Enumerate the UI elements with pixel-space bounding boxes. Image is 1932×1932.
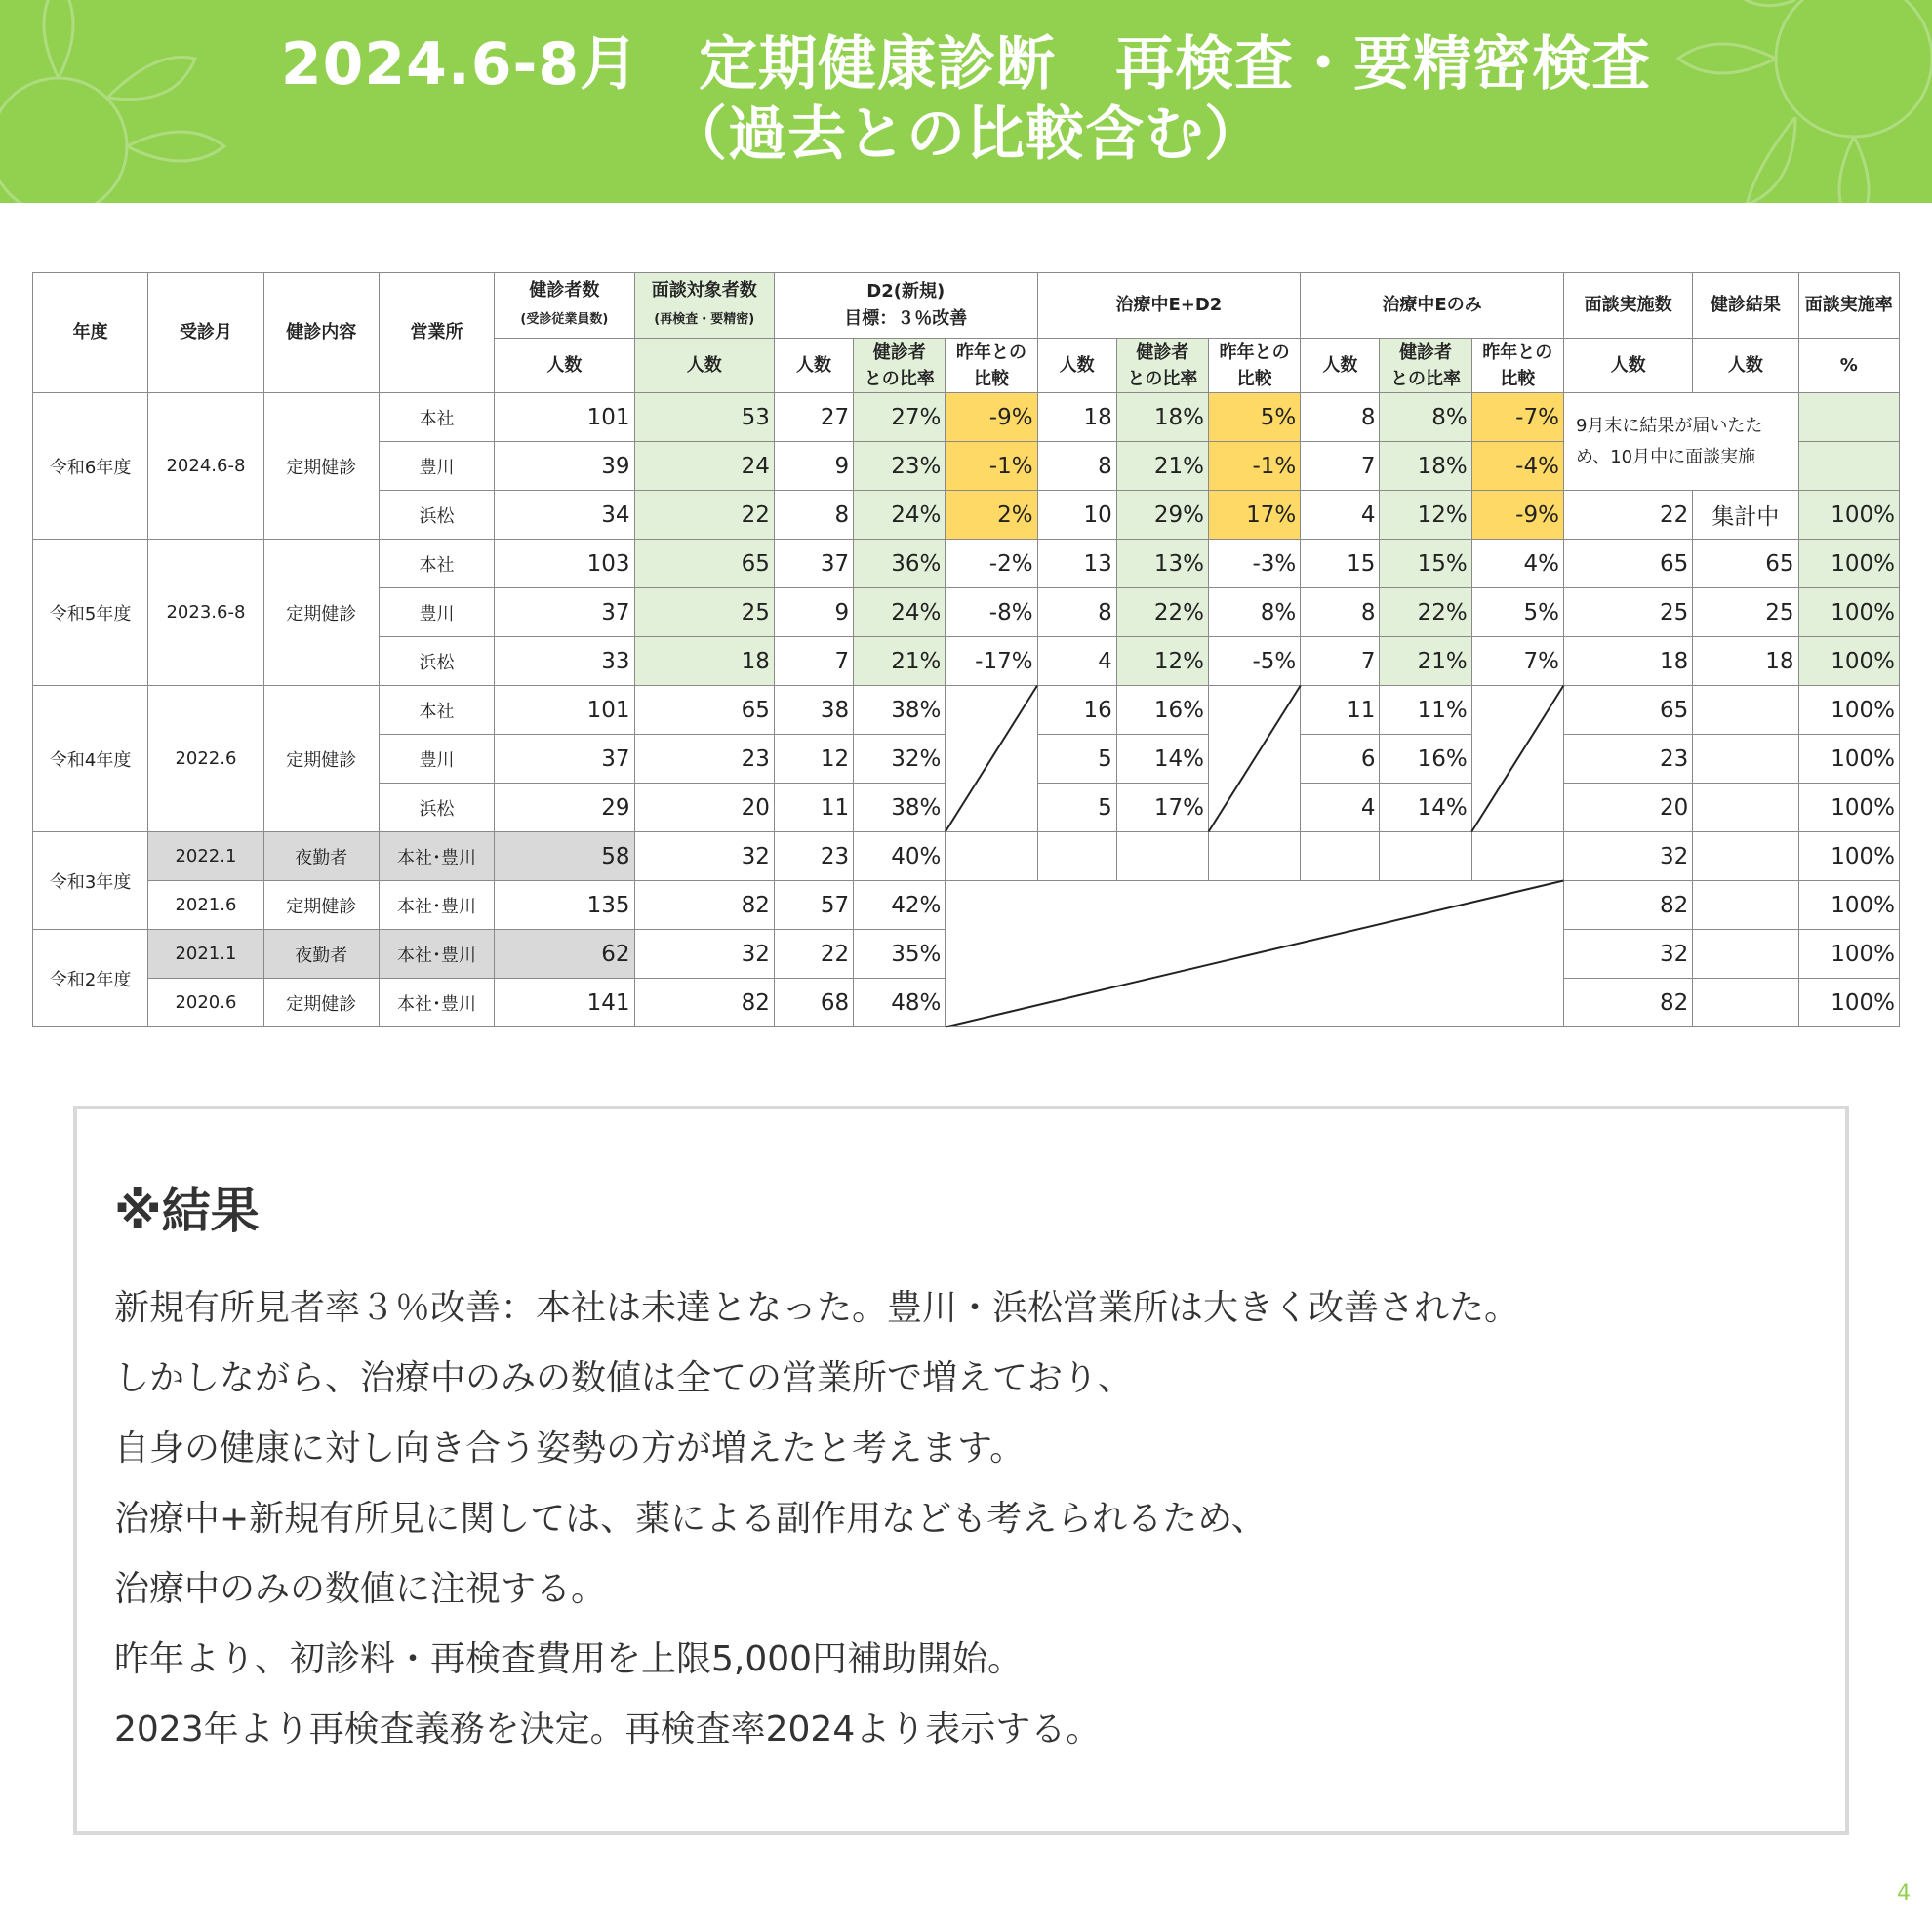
rate-cell: 100% [1798, 491, 1899, 540]
interview-count-cell: 82 [1563, 881, 1692, 930]
examinees-cell: 58 [495, 832, 634, 881]
ed2-ratio-cell: 17% [1116, 784, 1208, 832]
result-text [114, 1273, 1519, 1765]
office-cell: 浜松 [379, 784, 494, 832]
empty-cell [1209, 832, 1301, 881]
header-d2: D2(新規) 目標：３％改善 [774, 273, 1037, 339]
e-count-cell: 8 [1301, 393, 1380, 442]
e-ratio-cell: 11% [1380, 686, 1471, 735]
exam-result-cell [1693, 686, 1798, 735]
e-count-cell: 4 [1301, 491, 1380, 540]
ed2-yoy-cell: -3% [1209, 540, 1301, 588]
exam-result-cell [1693, 832, 1798, 881]
rate-cell: 100% [1798, 637, 1899, 686]
examinees-cell: 141 [495, 979, 634, 1027]
header-people: 人数 [1693, 339, 1798, 393]
rate-cell: 100% [1798, 979, 1899, 1027]
interview-count-cell: 20 [1563, 784, 1692, 832]
checkup-table [32, 272, 1900, 1027]
interview-count-cell: 25 [1563, 588, 1692, 637]
empty-cell [1116, 832, 1208, 881]
examinees-cell: 33 [495, 637, 634, 686]
targets-cell: 65 [634, 686, 774, 735]
table-row [33, 881, 1900, 930]
office-cell: 豊川 [379, 442, 494, 491]
d2-yoy-cell: -17% [946, 637, 1037, 686]
header-interview-targets: 面談対象者数 (再検査・要精密) [634, 273, 774, 339]
ed2-count-cell: 8 [1037, 588, 1116, 637]
rate-cell: 100% [1798, 784, 1899, 832]
d2-yoy-cell: -9% [946, 393, 1037, 442]
d2-ratio-cell: 32% [854, 735, 946, 784]
interview-count-cell: 18 [1563, 637, 1692, 686]
content-cell: 夜勤者 [263, 930, 379, 979]
rate-cell: 100% [1798, 930, 1899, 979]
result-heading: ※結果 [114, 1183, 260, 1239]
examinees-cell: 34 [495, 491, 634, 540]
targets-cell: 20 [634, 784, 774, 832]
header-exam-result: 健診結果 [1693, 273, 1798, 339]
d2-count-cell: 38 [774, 686, 853, 735]
rate-cell [1798, 393, 1899, 442]
targets-cell: 18 [634, 637, 774, 686]
d2-ratio-cell: 35% [854, 930, 946, 979]
header-people: 人数 [495, 339, 634, 393]
interview-note: 9月末に結果が届いたため、10月中に面談実施 [1563, 393, 1798, 491]
content-cell: 定期健診 [263, 540, 379, 686]
examinees-cell: 135 [495, 881, 634, 930]
exam-result-cell [1693, 784, 1798, 832]
exam-result-cell [1693, 735, 1798, 784]
year-cell: 令和2年度 [33, 930, 148, 1027]
checkup-table-wrap [32, 272, 1900, 1041]
header-year: 年度 [33, 273, 148, 393]
empty-cell [1380, 832, 1471, 881]
interview-count-cell: 65 [1563, 686, 1692, 735]
d2-count-cell: 11 [774, 784, 853, 832]
e-count-cell: 7 [1301, 442, 1380, 491]
ed2-ratio-cell: 29% [1116, 491, 1208, 540]
d2-ratio-cell: 48% [854, 979, 946, 1027]
d2-ratio-cell: 42% [854, 881, 946, 930]
examinees-cell: 39 [495, 442, 634, 491]
e-ratio-cell: 12% [1380, 491, 1471, 540]
d2-count-cell: 23 [774, 832, 853, 881]
d2-ratio-cell: 27% [854, 393, 946, 442]
office-cell: 浜松 [379, 491, 494, 540]
rate-cell: 100% [1798, 735, 1899, 784]
exam-result-cell [1693, 930, 1798, 979]
office-cell: 本社 [379, 393, 494, 442]
e-count-cell: 15 [1301, 540, 1380, 588]
e-yoy-cell: 7% [1471, 637, 1563, 686]
targets-cell: 24 [634, 442, 774, 491]
month-cell: 2020.6 [148, 979, 263, 1027]
header-interview-count: 面談実施数 [1563, 273, 1692, 339]
month-cell: 2023.6-8 [148, 540, 263, 686]
year-cell: 令和4年度 [33, 686, 148, 832]
d2-count-cell: 7 [774, 637, 853, 686]
exam-result-cell: 65 [1693, 540, 1798, 588]
office-cell: 本社･豊川 [379, 832, 494, 881]
interview-count-cell: 32 [1563, 930, 1692, 979]
result-line: 新規有所見者率３％改善：本社は未達となった。豊川・浜松営業所は大きく改善された。 [114, 1288, 1520, 1328]
ed2-ratio-cell: 18% [1116, 393, 1208, 442]
header-office: 営業所 [379, 273, 494, 393]
ed2-count-cell: 4 [1037, 637, 1116, 686]
header-treat-e-only: 治療中Eのみ [1301, 273, 1564, 339]
page-title: 2024.6-8月 定期健康診断 再検査・要精密検査 [280, 30, 1652, 99]
targets-cell: 65 [634, 540, 774, 588]
d2-count-cell: 12 [774, 735, 853, 784]
office-cell: 本社 [379, 540, 494, 588]
header-ratio: 健診者 との比率 [1380, 339, 1471, 393]
exam-result-cell: 25 [1693, 588, 1798, 637]
page-subtitle: （過去との比較含む） [668, 101, 1264, 169]
content-cell: 定期健診 [263, 881, 379, 930]
e-ratio-cell: 22% [1380, 588, 1471, 637]
header-people: 人数 [1037, 339, 1116, 393]
empty-cell [946, 832, 1037, 881]
e-count-cell: 6 [1301, 735, 1380, 784]
d2-ratio-cell: 21% [854, 637, 946, 686]
d2-yoy-cell: -8% [946, 588, 1037, 637]
empty-cell [1471, 832, 1563, 881]
month-cell: 2021.6 [148, 881, 263, 930]
e-ratio-cell: 16% [1380, 735, 1471, 784]
interview-count-cell: 65 [1563, 540, 1692, 588]
year-cell: 令和5年度 [33, 540, 148, 686]
office-cell: 本社･豊川 [379, 881, 494, 930]
d2-ratio-cell: 36% [854, 540, 946, 588]
header-examinees: 健診者数 (受診従業員数) [495, 273, 634, 339]
ed2-yoy-cell: 17% [1209, 491, 1301, 540]
ed2-ratio-cell: 13% [1116, 540, 1208, 588]
rate-cell: 100% [1798, 540, 1899, 588]
d2-count-cell: 8 [774, 491, 853, 540]
examinees-cell: 37 [495, 588, 634, 637]
result-line: 治療中のみの数値に注視する。 [114, 1569, 607, 1609]
examinees-cell: 37 [495, 735, 634, 784]
ed2-yoy-cell: -5% [1209, 637, 1301, 686]
d2-ratio-cell: 24% [854, 588, 946, 637]
office-cell: 浜松 [379, 637, 494, 686]
e-count-cell: 8 [1301, 588, 1380, 637]
header-yoy: 昨年との 比較 [1471, 339, 1563, 393]
d2-ratio-cell: 23% [854, 442, 946, 491]
table-row [33, 686, 1900, 735]
d2-count-cell: 37 [774, 540, 853, 588]
examinees-cell: 101 [495, 686, 634, 735]
exam-result-cell: 18 [1693, 637, 1798, 686]
targets-cell: 25 [634, 588, 774, 637]
ed2-count-cell: 8 [1037, 442, 1116, 491]
ed2-yoy-cell: 8% [1209, 588, 1301, 637]
header-people: 人数 [1301, 339, 1380, 393]
result-line: しかしながら、治療中のみの数値は全ての営業所で増えており、 [114, 1358, 1134, 1398]
ed2-ratio-cell: 16% [1116, 686, 1208, 735]
result-line: 2023年より再検査義務を決定。再検査率2024より表示する。 [114, 1710, 1102, 1750]
d2-ratio-cell: 38% [854, 784, 946, 832]
e-yoy-cell: -4% [1471, 442, 1563, 491]
header-content: 健診内容 [263, 273, 379, 393]
d2-yoy-cell: -1% [946, 442, 1037, 491]
ed2-count-cell: 16 [1037, 686, 1116, 735]
result-line: 自身の健康に対し向き合う姿勢の方が増えたと考えます。 [114, 1429, 1026, 1469]
e-ratio-cell: 21% [1380, 637, 1471, 686]
interview-count-cell: 22 [1563, 491, 1692, 540]
ed2-count-cell: 5 [1037, 784, 1116, 832]
exam-result-cell: 集計中 [1693, 491, 1798, 540]
year-cell: 令和3年度 [33, 832, 148, 930]
empty-merged-cell [946, 881, 1564, 1027]
d2-ratio-cell: 38% [854, 686, 946, 735]
d2-yoy-empty-cell [946, 686, 1037, 832]
e-ratio-cell: 18% [1380, 442, 1471, 491]
office-cell: 本社･豊川 [379, 979, 494, 1027]
ed2-ratio-cell: 12% [1116, 637, 1208, 686]
e-yoy-cell: 4% [1471, 540, 1563, 588]
e-yoy-empty-cell [1471, 686, 1563, 832]
rate-cell: 100% [1798, 881, 1899, 930]
ed2-yoy-cell: -1% [1209, 442, 1301, 491]
ed2-count-cell: 13 [1037, 540, 1116, 588]
e-ratio-cell: 14% [1380, 784, 1471, 832]
e-yoy-cell: 5% [1471, 588, 1563, 637]
exam-result-cell [1693, 881, 1798, 930]
ed2-ratio-cell: 14% [1116, 735, 1208, 784]
examinees-cell: 101 [495, 393, 634, 442]
interview-count-cell: 82 [1563, 979, 1692, 1027]
d2-count-cell: 27 [774, 393, 853, 442]
ed2-ratio-cell: 22% [1116, 588, 1208, 637]
ed2-ratio-cell: 21% [1116, 442, 1208, 491]
d2-ratio-cell: 24% [854, 491, 946, 540]
e-count-cell: 4 [1301, 784, 1380, 832]
e-ratio-cell: 15% [1380, 540, 1471, 588]
targets-cell: 82 [634, 979, 774, 1027]
month-cell: 2021.1 [148, 930, 263, 979]
header-month: 受診月 [148, 273, 263, 393]
targets-cell: 53 [634, 393, 774, 442]
result-box [73, 1106, 1849, 1835]
e-count-cell: 11 [1301, 686, 1380, 735]
content-cell: 定期健診 [263, 393, 379, 540]
header-yoy: 昨年との 比較 [946, 339, 1037, 393]
exam-result-cell [1693, 979, 1798, 1027]
table-row [33, 393, 1900, 442]
header-row-1 [33, 273, 1900, 339]
d2-yoy-cell: 2% [946, 491, 1037, 540]
d2-ratio-cell: 40% [854, 832, 946, 881]
examinees-cell: 103 [495, 540, 634, 588]
header-percent: % [1798, 339, 1899, 393]
header-ratio: 健診者 との比率 [854, 339, 946, 393]
office-cell: 豊川 [379, 735, 494, 784]
ed2-count-cell: 5 [1037, 735, 1116, 784]
d2-count-cell: 9 [774, 442, 853, 491]
d2-count-cell: 57 [774, 881, 853, 930]
d2-count-cell: 22 [774, 930, 853, 979]
targets-cell: 22 [634, 491, 774, 540]
header-people: 人数 [634, 339, 774, 393]
office-cell: 本社･豊川 [379, 930, 494, 979]
month-cell: 2024.6-8 [148, 393, 263, 540]
result-line: 昨年より、初診料・再検査費用を上限5,000円補助開始。 [114, 1639, 1024, 1679]
empty-cell [1301, 832, 1380, 881]
rate-cell: 100% [1798, 686, 1899, 735]
header-yoy: 昨年との 比較 [1209, 339, 1301, 393]
month-cell: 2022.6 [148, 686, 263, 832]
header-banner [0, 0, 1932, 203]
interview-count-cell: 32 [1563, 832, 1692, 881]
page-number: 4 [1897, 1881, 1911, 1906]
interview-count-cell: 23 [1563, 735, 1692, 784]
examinees-cell: 29 [495, 784, 634, 832]
result-line: 治療中+新規有所見に関しては、薬による副作用なども考えられるため、 [114, 1499, 1267, 1539]
targets-cell: 23 [634, 735, 774, 784]
empty-cell [1037, 832, 1116, 881]
table-row [33, 540, 1900, 588]
table-row [33, 832, 1900, 881]
targets-cell: 32 [634, 930, 774, 979]
month-cell: 2022.1 [148, 832, 263, 881]
office-cell: 豊川 [379, 588, 494, 637]
e-ratio-cell: 8% [1380, 393, 1471, 442]
year-cell: 令和6年度 [33, 393, 148, 540]
d2-count-cell: 68 [774, 979, 853, 1027]
targets-cell: 82 [634, 881, 774, 930]
ed2-yoy-empty-cell [1209, 686, 1301, 832]
header-people: 人数 [1563, 339, 1692, 393]
header-treat-e-d2: 治療中E+D2 [1037, 273, 1301, 339]
content-cell: 夜勤者 [263, 832, 379, 881]
office-cell: 本社 [379, 686, 494, 735]
d2-count-cell: 9 [774, 588, 853, 637]
d2-yoy-cell: -2% [946, 540, 1037, 588]
header-interview-rate: 面談実施率 [1798, 273, 1899, 339]
header-people: 人数 [774, 339, 853, 393]
targets-cell: 32 [634, 832, 774, 881]
ed2-yoy-cell: 5% [1209, 393, 1301, 442]
ed2-count-cell: 18 [1037, 393, 1116, 442]
content-cell: 定期健診 [263, 686, 379, 832]
rate-cell: 100% [1798, 832, 1899, 881]
rate-cell: 100% [1798, 588, 1899, 637]
content-cell: 定期健診 [263, 979, 379, 1027]
e-count-cell: 7 [1301, 637, 1380, 686]
e-yoy-cell: -7% [1471, 393, 1563, 442]
examinees-cell: 62 [495, 930, 634, 979]
e-yoy-cell: -9% [1471, 491, 1563, 540]
ed2-count-cell: 10 [1037, 491, 1116, 540]
header-ratio: 健診者 との比率 [1116, 339, 1208, 393]
rate-cell [1798, 442, 1899, 491]
